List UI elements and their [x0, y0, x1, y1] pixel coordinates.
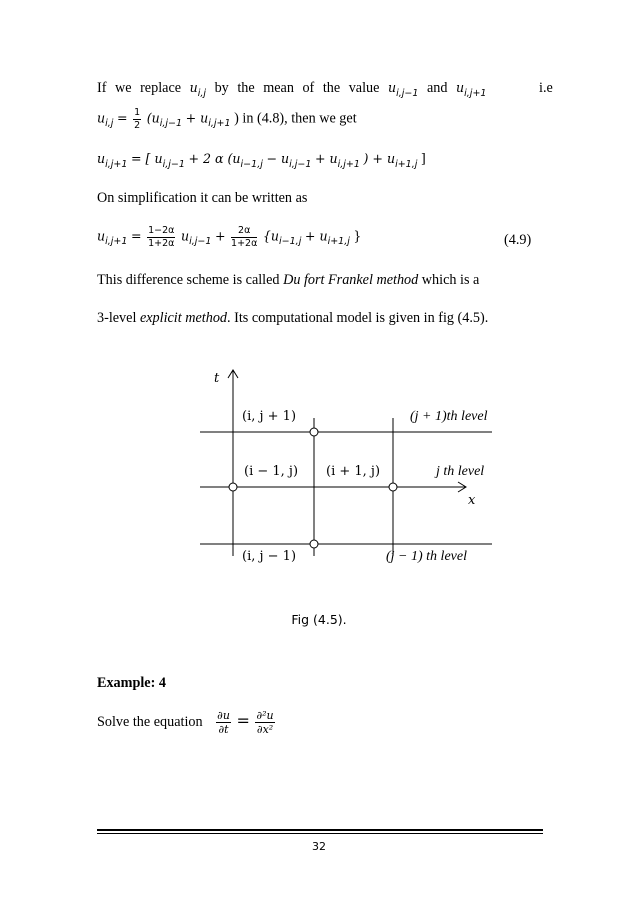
level-label-bottom: (j − 1) th level: [386, 549, 467, 564]
node-top: [310, 428, 318, 436]
figure-caption: Fig (4.5).: [291, 612, 347, 627]
node-right: [389, 483, 397, 491]
equation-expanded: $u_{i,j+1}$ = [ $u_{i,j-1} + 2$ α ($u_{i-1,j} - u_{i,j-1} + u_{i,j+1}$ ) + $u_{i+1,j}$ ]: [97, 151, 426, 170]
axis-label-t: t: [214, 371, 220, 386]
fraction-coefficient-1: $\frac{1-2\alpha}{1+2\alpha}$: [148, 225, 175, 249]
fraction-one-half: $\frac{1}{2}$: [134, 107, 141, 131]
node-left: [229, 483, 237, 491]
node-label-bottom: (i, j − 1): [242, 549, 297, 564]
method-name: Du fort Frankel method: [283, 272, 419, 288]
fraction-du-dt: $\frac{\partial u}{\partial t}$: [217, 709, 230, 736]
equation-number: (4.9): [504, 232, 532, 248]
equation-4-9: $u_{i,j+1}$ = $\frac{1-2\alpha}{1+2\alpha}$ $u_{i,j-1}$ + $\frac{2\alpha}{1+2\alpha}$ {$u_{i-1,j} + u_{i+1,j}$ }: [97, 225, 362, 249]
level-label-middle: j th level: [436, 464, 485, 479]
page-number: 32: [312, 840, 326, 853]
text-line-mean-formula: $u_{i,j}$ = $\frac{1}{2}$ ($u_{i,j-1} + u_{i,j+1}$ ) in (4.8), then we get: [97, 107, 357, 131]
level-label-top: (j + 1)th level: [410, 409, 488, 424]
node-label-left: (i − 1, j): [244, 464, 299, 479]
axis-label-x: x: [468, 493, 476, 508]
example-heading: Example: 4: [97, 675, 166, 691]
footer-rule: [97, 829, 543, 831]
node-label-right: (i + 1, j): [326, 464, 381, 479]
text-line-replace: If we replace $u_{i,j}$ by the mean of the value $u_{i,j-1}$ and $u_{i,j+1}$ i.e: [97, 80, 553, 99]
example-problem: Solve the equation $\frac{\partial u}{\partial t}$ = $\frac{\text{∂²u}}{\text{∂x²}}$: [97, 709, 274, 736]
node-bottom: [310, 540, 318, 548]
fraction-d2u-dx2: $\frac{\text{∂²u}}{\text{∂x²}}$: [256, 709, 274, 736]
footer-rule-thin: [97, 833, 543, 834]
node-label-top: (i, j + 1): [242, 409, 297, 424]
text-line-explicit: 3-level explicit method. Its computational model is given in fig (4.5).: [97, 310, 489, 326]
text-line-simplification: On simplification it can be written as: [97, 190, 308, 206]
text-line-du-fort: This difference scheme is called Du fort Frankel method which is a: [97, 272, 480, 288]
computational-model-diagram: [190, 368, 520, 568]
fraction-coefficient-2: $\frac{2\alpha}{1+2\alpha}$: [231, 225, 258, 249]
